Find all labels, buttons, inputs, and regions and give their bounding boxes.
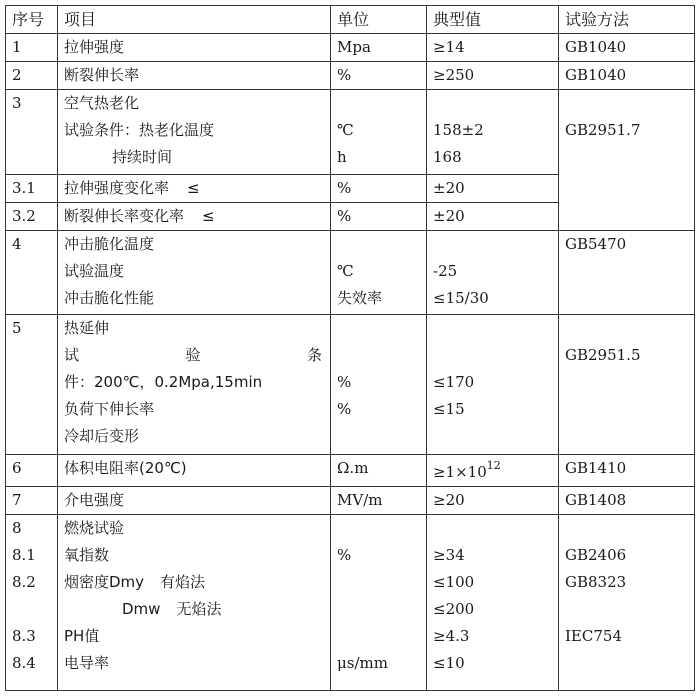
item-line: 负荷下伸长率: [64, 400, 155, 418]
item-line: 热延伸: [64, 319, 110, 337]
table-row: [6, 455, 695, 487]
method-cell: GB1410: [559, 455, 695, 487]
item-line: 持续时间: [112, 148, 173, 166]
unit-line: ℃: [337, 262, 354, 280]
seq-line: 8.3: [12, 627, 36, 645]
seq-cell: [6, 515, 58, 691]
header-item: 项目: [58, 6, 331, 34]
typical-line: ≤10: [433, 654, 465, 672]
method-line: GB2951.5: [565, 346, 641, 364]
unit-cell: %: [331, 203, 427, 231]
seq-line: 8.4: [12, 654, 36, 672]
item-part: 无焰法: [176, 600, 222, 618]
unit-line: h: [337, 148, 347, 166]
table-row: [6, 515, 695, 691]
seq-cell: 6: [6, 455, 58, 487]
method-cell: [559, 515, 695, 691]
seq-cell: 4: [6, 231, 58, 315]
typical-cell: ≥250: [427, 62, 559, 90]
item-cell: [58, 231, 331, 315]
table-row: [6, 315, 695, 455]
typical-cell: [427, 90, 559, 175]
method-cell: GB1408: [559, 487, 695, 515]
unit-line: ℃: [337, 121, 354, 139]
typical-cell: ±20: [427, 175, 559, 203]
typical-line: ≥4.3: [433, 627, 470, 645]
table-row: [6, 231, 695, 315]
item-cell: 拉伸强度: [58, 34, 331, 62]
typical-line: 158±2: [433, 121, 484, 139]
method-cell: GB1040: [559, 34, 695, 62]
seq-cell: 3.1: [6, 175, 58, 203]
item-part: Dmw: [122, 600, 161, 618]
item-word: 条: [306, 346, 322, 364]
item-cell: [58, 315, 331, 455]
seq-cell: 3: [6, 90, 58, 175]
seq-line: 8.2: [12, 573, 36, 591]
typical-line: ≤100: [433, 573, 475, 591]
item-cell: [58, 203, 331, 231]
typical-line: ≥34: [433, 546, 465, 564]
item-line: 空气热老化: [64, 94, 140, 112]
unit-cell: [331, 90, 427, 175]
item-text: 断裂伸长率变化率: [64, 207, 185, 225]
item-cell: 介电强度: [58, 487, 331, 515]
method-cell: [559, 90, 695, 231]
unit-line: %: [337, 546, 352, 564]
table-row: [6, 34, 695, 62]
item-suffix: ≤: [202, 207, 215, 225]
spec-table: [5, 5, 695, 691]
seq-cell: 5: [6, 315, 58, 455]
item-cell: 断裂伸长率: [58, 62, 331, 90]
typical-line: 168: [433, 148, 462, 166]
typical-base: ≥1×10: [433, 463, 487, 481]
header-row: [6, 6, 695, 34]
method-line: GB8323: [565, 573, 627, 591]
header-method: 试验方法: [559, 6, 695, 34]
item-line: 试验温度: [64, 262, 125, 280]
table-row: [6, 487, 695, 515]
typical-cell: [427, 231, 559, 315]
seq-cell: 3.2: [6, 203, 58, 231]
item-line: PH值: [64, 627, 100, 645]
unit-cell: [331, 515, 427, 691]
typical-cell: [427, 455, 559, 487]
item-line: 冲击脆化温度: [64, 235, 155, 253]
unit-cell: [331, 315, 427, 455]
header-seq: 序号: [6, 6, 58, 34]
unit-cell: [331, 231, 427, 315]
unit-line: μs/mm: [337, 654, 388, 672]
typical-cell: [427, 315, 559, 455]
item-line: 氧指数: [64, 546, 110, 564]
item-line: [64, 596, 324, 623]
typical-cell: [427, 515, 559, 691]
item-line: 件：200℃，0.2Mpa,15min: [64, 373, 263, 391]
typical-line: -25: [433, 262, 458, 280]
item-line: [64, 342, 324, 369]
typical-line: ≤200: [433, 600, 475, 618]
unit-cell: Mpa: [331, 34, 427, 62]
typical-line: ≤170: [433, 373, 475, 391]
method-cell: GB1040: [559, 62, 695, 90]
item-text: 拉伸强度变化率: [64, 179, 170, 197]
unit-line: %: [337, 400, 352, 418]
typical-cell: ≥14: [427, 34, 559, 62]
item-cell: [58, 515, 331, 691]
unit-line: 失效率: [337, 289, 383, 307]
table-row: [6, 62, 695, 90]
seq-cell: 7: [6, 487, 58, 515]
unit-cell: MV/m: [331, 487, 427, 515]
seq-cell: 1: [6, 34, 58, 62]
item-cell: [58, 90, 331, 175]
typical-exponent: 12: [486, 459, 501, 472]
unit-cell: %: [331, 175, 427, 203]
method-line: IEC754: [565, 627, 622, 645]
item-line: 冷却后变形: [64, 427, 140, 445]
seq-line: 8.1: [12, 546, 36, 564]
item-part: 烟密度Dmy: [64, 573, 145, 591]
unit-line: %: [337, 373, 352, 391]
item-line: [64, 569, 324, 596]
seq-line: 8: [12, 519, 22, 537]
header-typical: 典型值: [427, 6, 559, 34]
item-line: 电导率: [64, 654, 110, 672]
typical-line: ≤15/30: [433, 289, 489, 307]
item-line: 冲击脆化性能: [64, 289, 155, 307]
item-word: 验: [185, 346, 201, 364]
item-line: 试验条件：热老化温度: [64, 121, 215, 139]
seq-cell: 2: [6, 62, 58, 90]
unit-cell: %: [331, 62, 427, 90]
method-line: GB2951.7: [565, 121, 641, 139]
table-row: [6, 90, 695, 175]
header-unit: 单位: [331, 6, 427, 34]
typical-line: ≤15: [433, 400, 465, 418]
unit-cell: Ω.m: [331, 455, 427, 487]
item-suffix: ≤: [187, 179, 200, 197]
method-cell: GB5470: [559, 231, 695, 315]
method-line: GB2406: [565, 546, 627, 564]
typical-cell: ≥20: [427, 487, 559, 515]
item-cell: 体积电阻率(20℃): [58, 455, 331, 487]
item-word: 试: [64, 346, 80, 364]
item-line: 燃烧试验: [64, 519, 125, 537]
item-cell: [58, 175, 331, 203]
item-part: 有焰法: [160, 573, 206, 591]
typical-cell: ±20: [427, 203, 559, 231]
method-cell: [559, 315, 695, 455]
